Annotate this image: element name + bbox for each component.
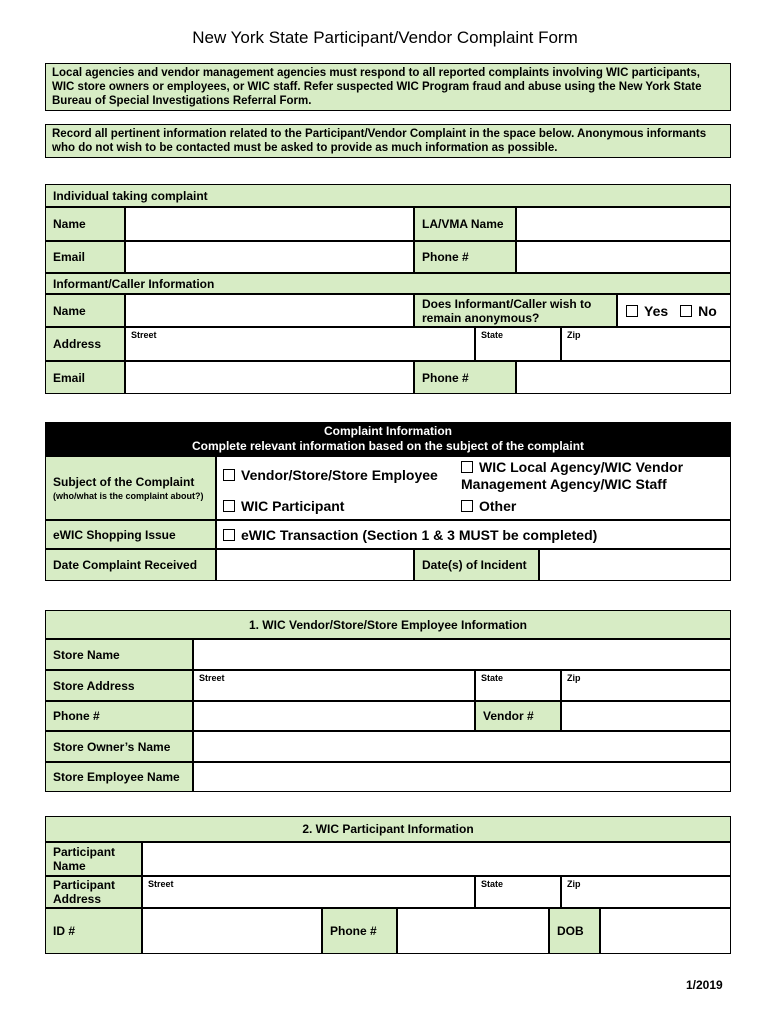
section1-header: 1. WIC Vendor/Store/Store Employee Information (45, 610, 731, 639)
subject-label: Subject of the Complaint (53, 474, 195, 489)
participant-state-label: State (481, 879, 504, 889)
store-street-label: Street (199, 673, 225, 683)
anonymous-yes-label: Yes (644, 302, 669, 319)
store-zip-label: Zip (567, 673, 581, 683)
anonymous-no-label: No (698, 302, 717, 319)
anonymous-options (617, 294, 731, 327)
subject-options-cell (216, 456, 731, 520)
subject-sublabel: (who/what is the complaint about?) (53, 490, 204, 501)
taker-email-field[interactable] (125, 241, 414, 273)
vendor-checkbox[interactable] (223, 469, 235, 481)
informant-state-label: State (481, 330, 504, 340)
form-revision-date: 1/2019 (686, 978, 723, 992)
store-state-field[interactable] (475, 670, 561, 701)
agency-checkbox[interactable] (461, 461, 473, 473)
notice-record: Record all pertinent information related to the Participant/Vendor Complaint in the space below. Anonymous informants who do not wish to be contacted must be asked to provide as much information as possible. (45, 124, 731, 158)
subject-option-other[interactable] (461, 498, 516, 514)
store-zip-field[interactable] (561, 670, 731, 701)
taker-name-field[interactable] (125, 207, 414, 241)
participant-dob-field[interactable] (600, 908, 731, 954)
informant-street-label: Street (131, 330, 157, 340)
store-employee-label: Store Employee Name (45, 762, 193, 792)
participant-zip-field[interactable] (561, 876, 731, 908)
informant-zip-label: Zip (567, 330, 581, 340)
anonymous-no-checkbox[interactable] (680, 305, 692, 317)
subject-option-vendor[interactable] (223, 467, 438, 483)
vendor-number-label: Vendor # (475, 701, 561, 731)
page-title: New York State Participant/Vendor Complaint Form (192, 28, 578, 47)
ewic-option[interactable] (216, 520, 731, 549)
store-name-field[interactable] (193, 639, 731, 670)
section2-header: 2. WIC Participant Information (45, 816, 731, 842)
taker-name-label: Name (45, 207, 125, 241)
participant-zip-label: Zip (567, 879, 581, 889)
informant-name-field[interactable] (125, 294, 414, 327)
participant-dob-label: DOB (549, 908, 600, 954)
store-state-label: State (481, 673, 504, 683)
complaint-header-subtitle: Complete relevant information based on the subject of the complaint (191, 439, 585, 453)
date-received-field[interactable] (216, 549, 414, 581)
taker-section-header: Individual taking complaint (45, 184, 731, 207)
participant-state-field[interactable] (475, 876, 561, 908)
ewic-label: eWIC Shopping Issue (45, 520, 216, 549)
informant-email-label: Email (45, 361, 125, 394)
other-option-label: Other (479, 498, 517, 514)
informant-phone-field[interactable] (516, 361, 731, 394)
participant-id-label: ID # (45, 908, 142, 954)
store-street-field[interactable] (193, 670, 475, 701)
informant-phone-label: Phone # (414, 361, 516, 394)
participant-option-label: WIC Participant (241, 498, 345, 514)
store-owner-field[interactable] (193, 731, 731, 762)
complaint-section-header (45, 422, 731, 456)
vendor-option-label: Vendor/Store/Store Employee (241, 467, 438, 483)
participant-phone-field[interactable] (397, 908, 549, 954)
participant-street-field[interactable] (142, 876, 475, 908)
store-address-label: Store Address (45, 670, 193, 701)
taker-lavma-label: LA/VMA Name (414, 207, 516, 241)
other-checkbox[interactable] (461, 500, 473, 512)
participant-street-label: Street (148, 879, 174, 889)
subject-option-participant[interactable] (223, 498, 344, 514)
taker-lavma-field[interactable] (516, 207, 731, 241)
date-received-label: Date Complaint Received (45, 549, 216, 581)
informant-zip-field[interactable] (561, 327, 731, 361)
participant-id-field[interactable] (142, 908, 322, 954)
vendor-number-field[interactable] (561, 701, 731, 731)
participant-phone-label: Phone # (322, 908, 397, 954)
informant-street-field[interactable] (125, 327, 475, 361)
store-owner-label: Store Owner’s Name (45, 731, 193, 762)
informant-section-header: Informant/Caller Information (45, 273, 731, 294)
store-employee-field[interactable] (193, 762, 731, 792)
agency-option-label: WIC Local Agency/WIC Vendor Management Agency/WIC Staff (461, 459, 684, 492)
notice-referral: Local agencies and vendor management agencies must respond to all reported complaints involving WIC participants, WIC store owners or employees, or WIC staff. Refer suspected WIC Program fraud and abuse using the New York State Bureau of Special Investigations Referral Form. (45, 63, 731, 111)
taker-email-label: Email (45, 241, 125, 273)
informant-email-field[interactable] (125, 361, 414, 394)
informant-name-label: Name (45, 294, 125, 327)
subject-option-agency[interactable] (461, 459, 701, 493)
anonymous-question: Does Informant/Caller wish to remain anonymous? (414, 294, 617, 327)
anonymous-yes-checkbox[interactable] (626, 305, 638, 317)
taker-phone-field[interactable] (516, 241, 731, 273)
participant-checkbox[interactable] (223, 500, 235, 512)
complaint-header-title: Complaint Information (324, 424, 452, 438)
informant-address-label: Address (45, 327, 125, 361)
ewic-checkbox[interactable] (223, 529, 235, 541)
participant-address-label: Participant Address (45, 876, 142, 908)
incident-date-field[interactable] (539, 549, 731, 581)
ewic-option-label: eWIC Transaction (Section 1 & 3 MUST be completed) (241, 526, 598, 543)
store-phone-field[interactable] (193, 701, 475, 731)
incident-date-label: Date(s) of Incident (414, 549, 539, 581)
participant-name-field[interactable] (142, 842, 731, 876)
participant-name-label: Participant Name (45, 842, 142, 876)
store-phone-label: Phone # (45, 701, 193, 731)
taker-phone-label: Phone # (414, 241, 516, 273)
subject-label-cell (45, 456, 216, 520)
store-name-label: Store Name (45, 639, 193, 670)
informant-state-field[interactable] (475, 327, 561, 361)
